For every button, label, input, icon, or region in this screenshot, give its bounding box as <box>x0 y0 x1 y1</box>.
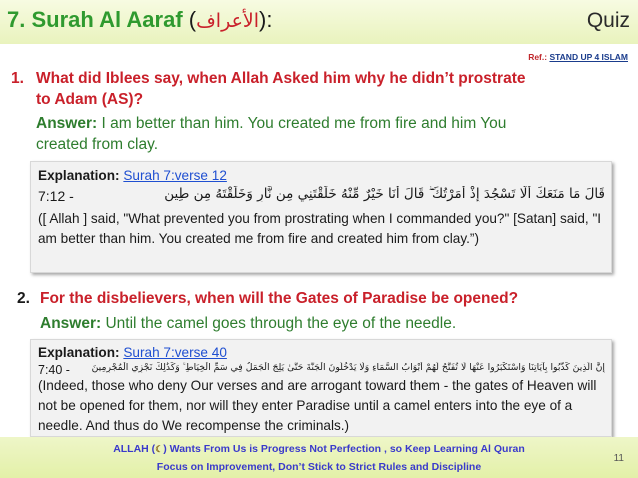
title-arabic: الأعراف <box>196 10 260 32</box>
crescent-icon: ☾ <box>155 444 164 454</box>
explanation-1-label: Explanation: <box>38 168 120 183</box>
explanation-2-verse-ref: 7:40 - <box>38 363 70 377</box>
answer-2-text: Until the camel goes through the eye of the needle. <box>101 315 457 332</box>
question-1 <box>11 69 526 89</box>
quiz-label: Quiz <box>586 9 630 32</box>
explanation-box-2 <box>30 339 612 437</box>
explanation-1-arabic: قَالَ مَا مَنَعَكَ أَلَّا تَسْجُدَ إِذْ أَمَرْتُكَ ۖ قَالَ أَنَا خَيْرٌ مِّنْهُ خَلَقْتَنِي مِن نَّارٍ وَخَلَقْتَهُ مِن طِينٍ <box>164 186 605 202</box>
footer-line-2: Focus on Improvement, Don’t Stick to Strict Rules and Discipline <box>156 461 482 473</box>
explanation-1-verse-ref: 7:12 - <box>38 188 74 204</box>
title-close-paren: ): <box>259 7 273 32</box>
explanation-2-translation: (Indeed, those who deny Our verses and are arrogant toward them - the gates of Heaven will not be opened for them, nor will they enter Paradise until a camel enters into the eye of a needle. And thus do We recompense the criminals.) <box>38 378 597 433</box>
explanation-2-header <box>38 345 227 360</box>
title-main: 7. Surah Al Aaraf <box>7 7 183 32</box>
explanation-1-header <box>38 168 227 183</box>
footer-line-1-start: ALLAH ( <box>113 443 156 455</box>
question-1-number: 1. <box>11 70 24 87</box>
explanation-box-1 <box>30 161 612 273</box>
footer-line-1-end: ) Wants From Us is Progress Not Perfection , so Keep Learning Al Quran <box>163 443 525 455</box>
explanation-1-translation: ([ Allah ] said, "What prevented you from prostrating when I commanded you?" [Satan] said, "I am better than him. You created me from fire and created him from clay.”) <box>38 211 602 246</box>
footer-line-1 <box>0 443 638 455</box>
ref-prefix: Ref.: <box>528 52 550 62</box>
question-2-text: For the disbelievers, when will the Gates of Paradise be opened? <box>40 290 519 307</box>
explanation-1-link[interactable]: Surah 7:verse 12 <box>123 168 227 183</box>
answer-1-text: I am better than him. You created me from fire and him You <box>97 115 507 132</box>
ref-link[interactable]: STAND UP 4 ISLAM <box>549 52 628 62</box>
reference <box>528 52 628 62</box>
question-2-number: 2. <box>17 290 30 307</box>
question-2 <box>17 289 519 309</box>
explanation-2-link[interactable]: Surah 7:verse 40 <box>123 345 227 360</box>
title-open-paren: ( <box>182 7 197 32</box>
answer-2 <box>40 313 456 334</box>
answer-1-line-2: created from clay. <box>36 136 159 153</box>
explanation-2-label: Explanation: <box>38 345 120 360</box>
explanation-2-arabic: إِنَّ الَّذِينَ كَذَّبُوا بِآيَاتِنَا وَاسْتَكْبَرُوا عَنْهَا لَا تُفَتَّحُ لَهُمْ أَبْوَابُ السَّمَاءِ وَلَا يَدْخُلُونَ الْجَنَّةَ حَتَّىٰ يَلِجَ الْجَمَلُ فِي سَمِّ الْخِيَاطِ ۚ وَكَذَٰلِكَ نَجْزِي الْمُجْرِمِينَ <box>91 362 605 373</box>
answer-2-label: Answer: <box>40 315 102 332</box>
answer-1-line-1 <box>36 113 506 134</box>
page-number: 11 <box>613 453 624 464</box>
answer-1-label: Answer: <box>36 115 98 132</box>
question-1-line-2: to Adam (AS)? <box>36 91 144 108</box>
question-1-line-1: What did Iblees say, when Allah Asked him why he didn’t prostrate <box>36 70 526 87</box>
slide-title <box>7 7 272 33</box>
